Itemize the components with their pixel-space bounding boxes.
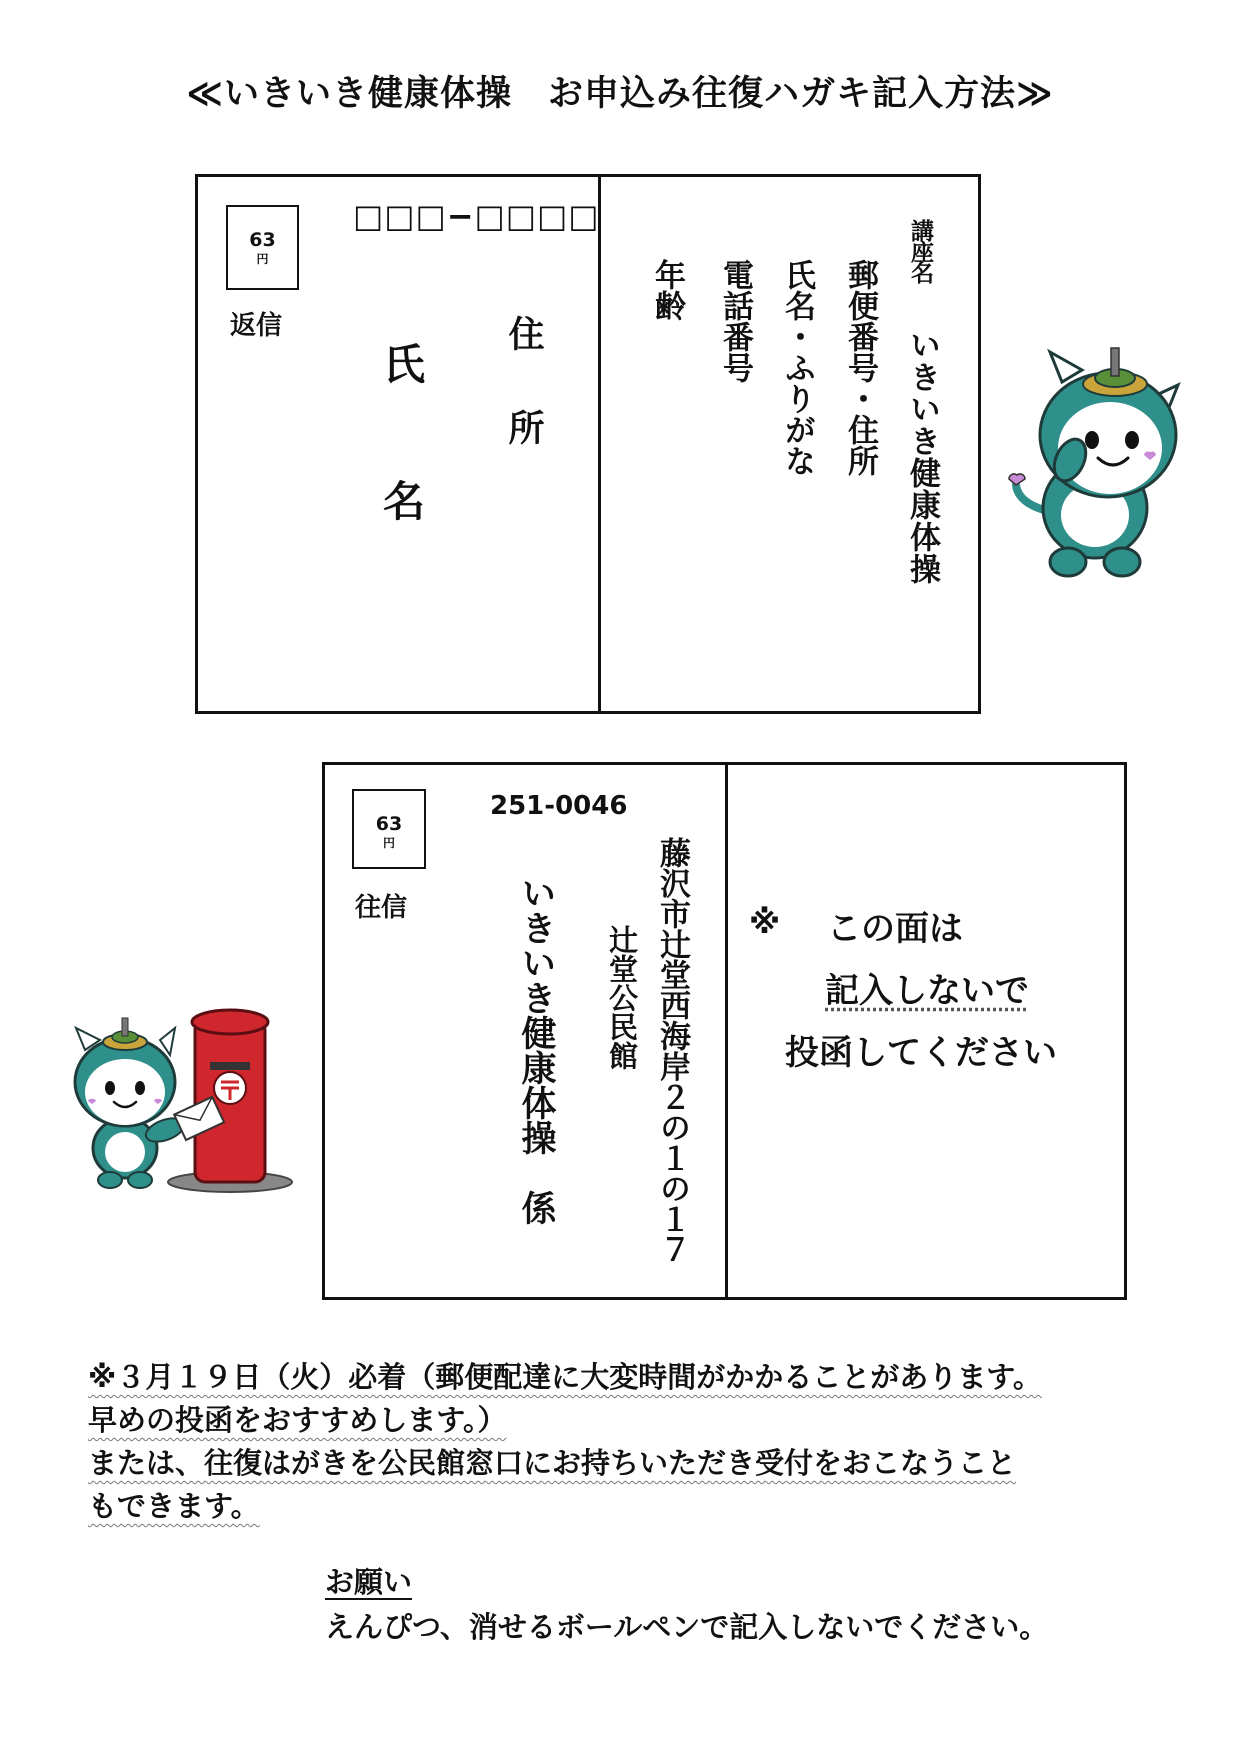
mascot-illustration bbox=[1000, 340, 1210, 590]
outgoing-card bbox=[322, 762, 1127, 1300]
address-line-1: 藤沢市辻堂西海岸２の１の１７ bbox=[654, 837, 690, 1264]
note-line: 早めの投函をおすすめします。） bbox=[88, 1403, 507, 1437]
card-divider bbox=[725, 765, 728, 1297]
address-line-2: 辻堂公民館 bbox=[605, 925, 639, 1070]
name-label: 氏名 bbox=[377, 342, 426, 616]
note-line: ※３月１９日（火）必着（郵便配達に大変時間がかかることがあります。 bbox=[88, 1360, 1042, 1394]
field-phone: 電話番号 bbox=[717, 259, 753, 383]
postal-code: 251-0046 bbox=[490, 791, 628, 821]
postal-code-boxes: □□□−□□□□ bbox=[353, 197, 600, 235]
stamp-box: 63 円 bbox=[352, 789, 426, 869]
recipient: いきいき健康体操 係 bbox=[516, 875, 556, 1225]
reply-side-label: 返信 bbox=[230, 311, 283, 341]
notice-line-1: この面は bbox=[827, 909, 963, 949]
notice-line-3: 投函してください bbox=[785, 1033, 1057, 1073]
field-postal-address: 郵便番号・住所 bbox=[842, 259, 878, 476]
reply-card bbox=[195, 174, 981, 714]
outgoing-side-label: 往信 bbox=[355, 893, 408, 923]
mascot-mailbox-illustration bbox=[70, 1000, 310, 1200]
address-label: 住所 bbox=[503, 315, 544, 503]
page-title: ≪いきいき健康体操 お申込み往復ハガキ記入方法≫ bbox=[186, 74, 1054, 114]
stamp-box: 63 円 bbox=[226, 205, 299, 290]
request-body: えんぴつ、消せるボールペンで記入しないでください。 bbox=[325, 1610, 1049, 1644]
field-age: 年齢 bbox=[649, 259, 685, 321]
notice-line-2: 記入しないで bbox=[825, 971, 1029, 1011]
course-label: 講座名 bbox=[907, 219, 933, 282]
request-heading: お願い bbox=[325, 1565, 413, 1599]
card-divider bbox=[598, 177, 601, 711]
field-name-furigana: 氏名・ふりがな bbox=[779, 259, 815, 476]
note-line: もできます。 bbox=[88, 1489, 260, 1523]
course-name: いきいき健康体操 bbox=[904, 329, 940, 585]
note-line: または、往復はがきを公民館窓口にお持ちいただき受付をおこなうこと bbox=[88, 1446, 1017, 1480]
notice-mark: ※ bbox=[749, 903, 781, 941]
